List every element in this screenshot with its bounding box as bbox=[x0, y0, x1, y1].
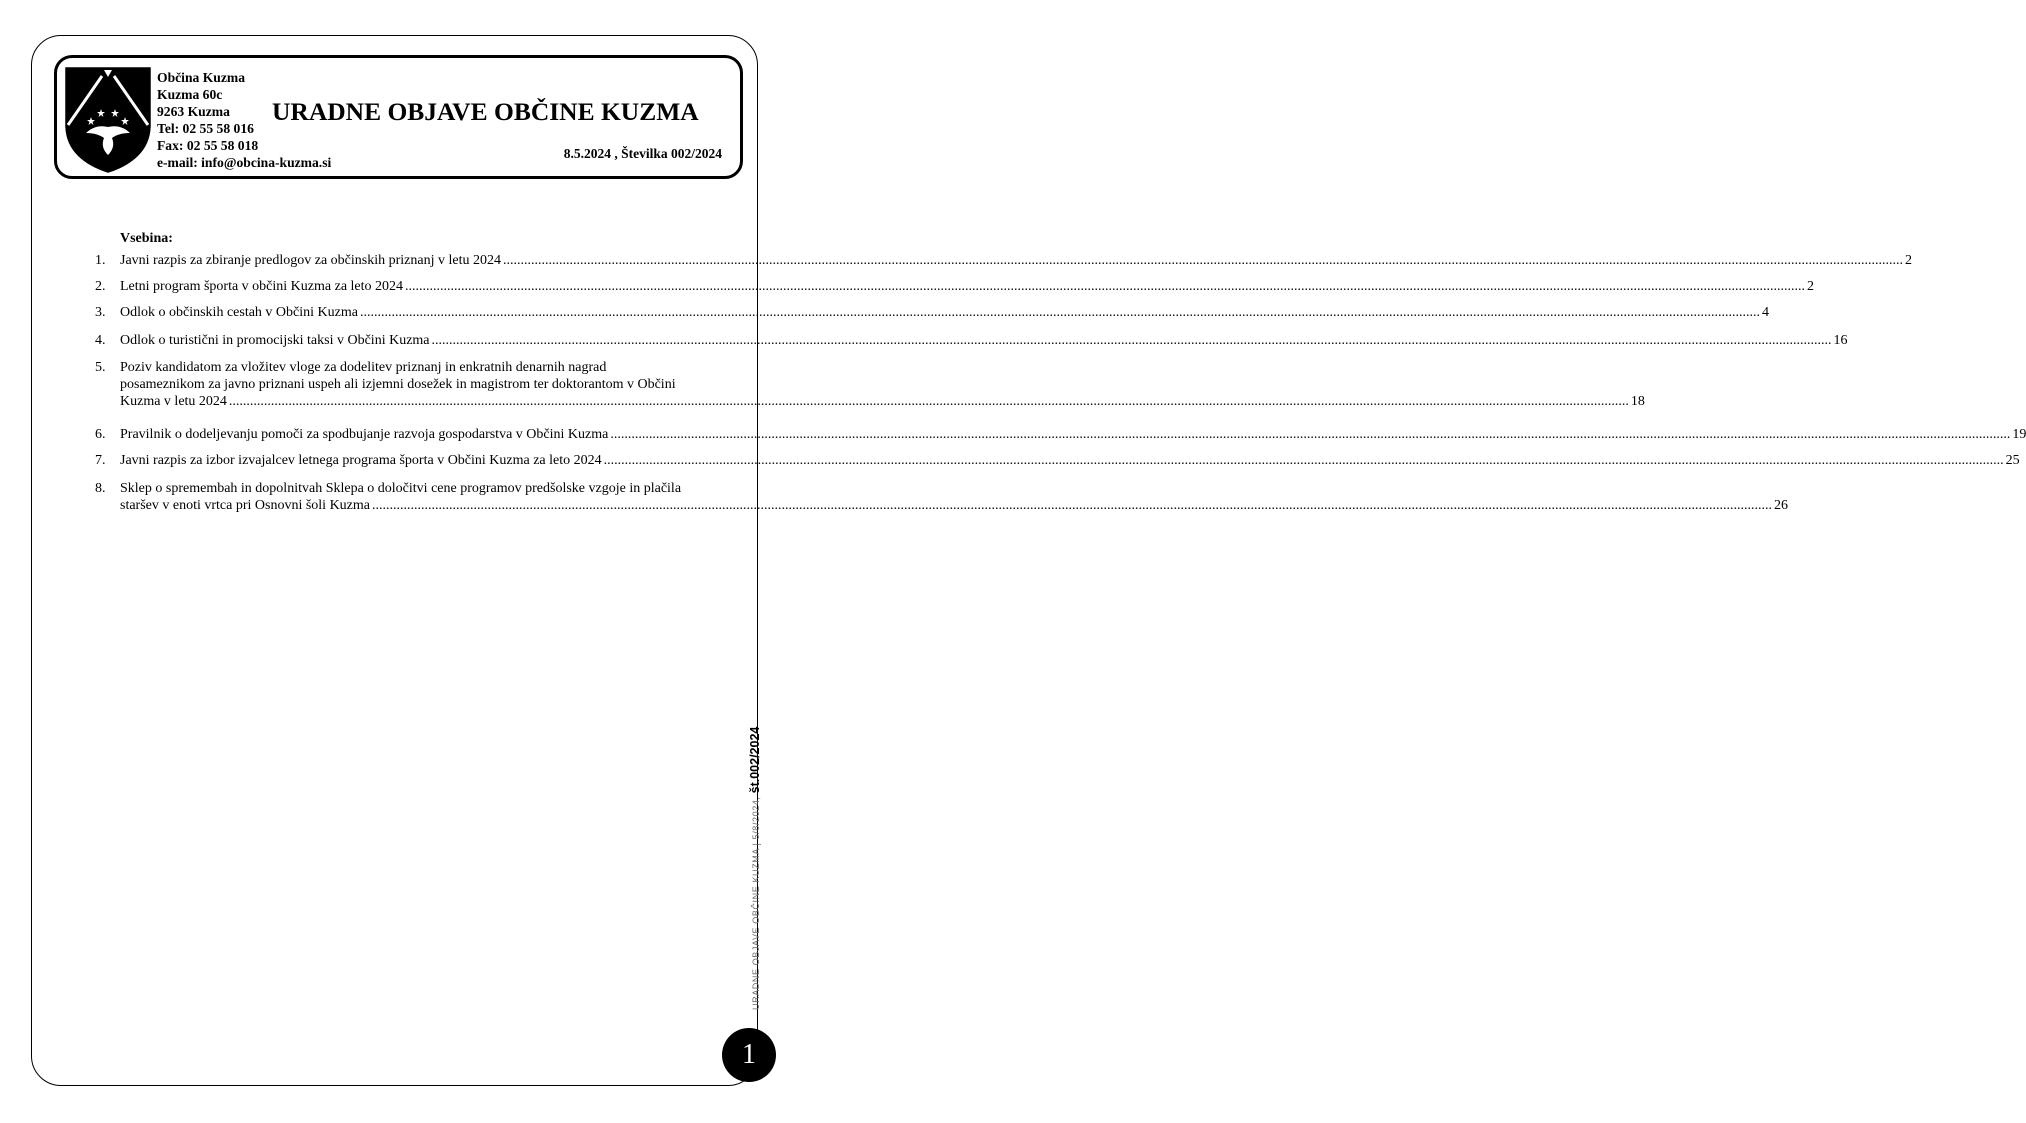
toc-dot-leader: ................................................................................................................................................................................................................................................................................................................................................................................................................ bbox=[431, 333, 1832, 348]
toc-item-title: Kuzma v letu 2024 bbox=[120, 394, 227, 409]
toc-item-title: Odlok o občinskih cestah v Občini Kuzma bbox=[120, 305, 358, 320]
toc-item-title: staršev v enoti vrtca pri Osnovni šoli Kuzma bbox=[120, 498, 371, 513]
toc-dot-leader: ................................................................................................................................................................................................................................................................................................................................................................................................................ bbox=[372, 498, 1773, 513]
toc-item-title: Letni program športa v občini Kuzma za leto 2024 bbox=[120, 279, 404, 294]
toc-item-number: 7. bbox=[95, 453, 106, 468]
toc-dot-leader: ................................................................................................................................................................................................................................................................................................................................................................................................................ bbox=[610, 427, 2011, 442]
issue-info: 8.5.2024 , Številka 002/2024 bbox=[563, 146, 722, 161]
toc-item-page: 18 bbox=[1630, 394, 1645, 409]
side-label bbox=[748, 727, 762, 1010]
toc-item-number: 5. bbox=[95, 360, 106, 375]
toc-title: Vsebina: bbox=[120, 231, 173, 246]
side-label-text: URADNE OBJAVE OBČINE KUZMA | 5/8/2024, bbox=[751, 793, 761, 1010]
toc-item-title: Sklep o spremembah in dopolnitvah Sklepa o določitvi cene programov predšolske vzgoje in plačila bbox=[120, 481, 682, 496]
coat-of-arms-icon bbox=[64, 67, 152, 173]
toc-item-number: 4. bbox=[95, 333, 106, 348]
toc-item-title: Odlok o turistični in promocijski taksi v Občini Kuzma bbox=[120, 333, 430, 348]
toc-item-page: 25 bbox=[2005, 453, 2020, 468]
toc-item-title: Javni razpis za zbiranje predlogov za občinskih priznanj v letu 2024 bbox=[120, 253, 501, 268]
toc-item[interactable] bbox=[95, 452, 2020, 469]
toc-item[interactable] bbox=[95, 480, 1789, 514]
toc-item-title: posameznikom za javno priznani uspeh ali izjemni dosežek in magistrom ter doktorantom v Občini bbox=[120, 377, 676, 392]
toc-item-number: 8. bbox=[95, 481, 106, 496]
tel: Tel: 02 55 58 016 bbox=[157, 121, 254, 136]
fax: Fax: 02 55 58 018 bbox=[157, 138, 259, 153]
toc-item-page: 16 bbox=[1833, 333, 1848, 348]
toc-item-title: Poziv kandidatom za vložitev vloge za dodelitev priznanj in enkratnih denarnih nagrad bbox=[120, 360, 607, 375]
toc-dot-leader: ................................................................................................................................................................................................................................................................................................................................................................................................................ bbox=[503, 253, 1903, 268]
toc-item-page: 4 bbox=[1761, 305, 1769, 320]
toc-item[interactable] bbox=[95, 278, 1815, 295]
toc-item-title: Javni razpis za izbor izvajalcev letnega programa športa v Občini Kuzma za leto 2024 bbox=[120, 453, 602, 468]
toc-item[interactable] bbox=[95, 332, 1848, 349]
toc-item[interactable] bbox=[95, 252, 1912, 269]
toc-item-number: 1. bbox=[95, 253, 106, 268]
toc-item[interactable] bbox=[95, 359, 1645, 410]
address-street: Kuzma 60c bbox=[157, 87, 223, 102]
toc-item-page: 2 bbox=[1807, 279, 1815, 294]
toc-item-number: 6. bbox=[95, 427, 106, 442]
toc-dot-leader: ................................................................................................................................................................................................................................................................................................................................................................................................................ bbox=[359, 305, 1760, 320]
toc-item[interactable] bbox=[95, 304, 1769, 321]
address-post: 9263 Kuzma bbox=[157, 104, 230, 119]
masthead-title: URADNE OBJAVE OBČINE KUZMA bbox=[272, 97, 699, 126]
org-name: Občina Kuzma bbox=[157, 70, 245, 85]
toc-dot-leader: ................................................................................................................................................................................................................................................................................................................................................................................................................ bbox=[603, 453, 2004, 468]
toc-item-number: 3. bbox=[95, 305, 106, 320]
toc-dot-leader: ................................................................................................................................................................................................................................................................................................................................................................................................................ bbox=[405, 279, 1806, 294]
toc-item-page: 26 bbox=[1774, 498, 1789, 513]
toc-item-page: 19 bbox=[2012, 427, 2026, 442]
toc-item[interactable] bbox=[95, 426, 2026, 443]
toc-item-page: 2 bbox=[1905, 253, 1912, 268]
side-label-issue: št.002/2024 bbox=[748, 726, 762, 794]
toc-dot-leader: ................................................................................................................................................................................................................................................................................................................................................................................................................ bbox=[228, 394, 1629, 409]
page-number: 1 bbox=[722, 1028, 776, 1082]
toc-item-number: 2. bbox=[95, 279, 106, 294]
page-border bbox=[31, 35, 758, 1086]
toc-item-title: Pravilnik o dodeljevanju pomoči za spodbujanje razvoja gospodarstva v Občini Kuzma bbox=[120, 427, 609, 442]
email: e-mail: info@obcina-kuzma.si bbox=[157, 155, 332, 170]
